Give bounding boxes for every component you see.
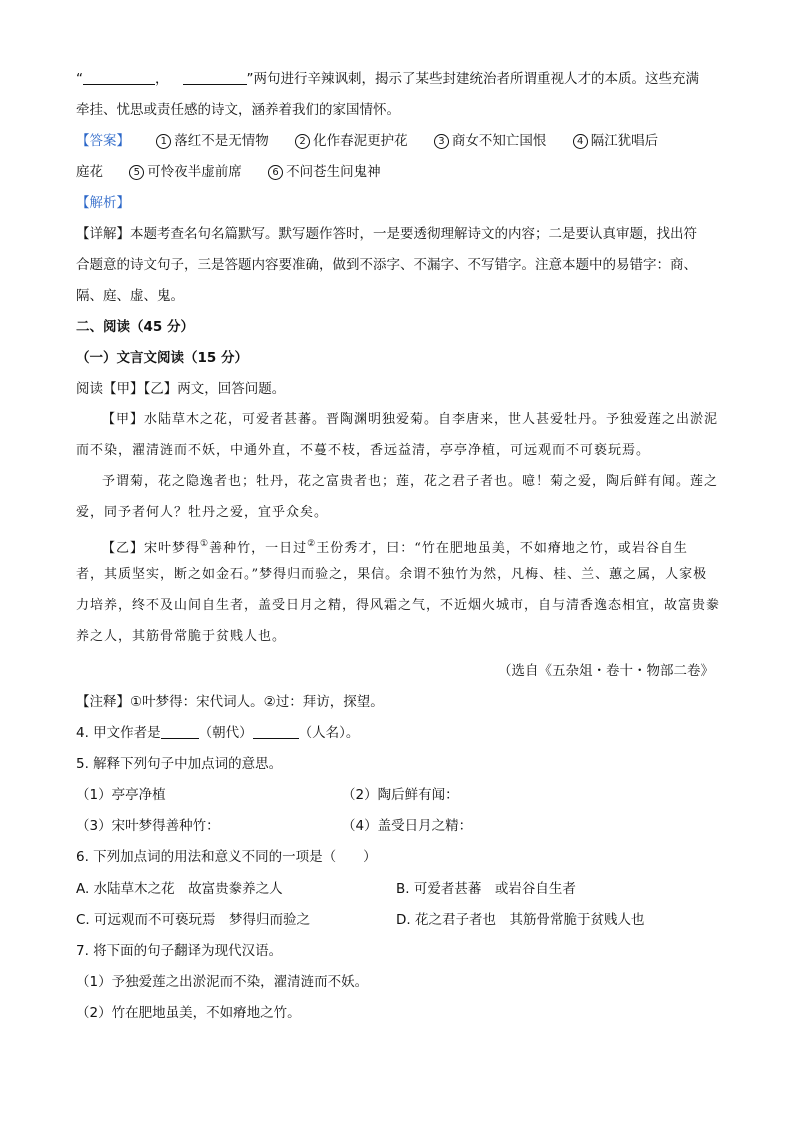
answer-blank (253, 724, 299, 739)
answer-line-1 (76, 132, 658, 150)
q6-option: A. 水陆草木之花 故富贵豢养之人 (76, 881, 283, 897)
question-5-stem: 5. 解释下列句子中加点词的意思。 (76, 756, 283, 772)
q6-option: C. 可远观而不可亵玩焉 梦得归而验之 (76, 912, 311, 928)
circled-number: 1 (156, 134, 171, 149)
analysis-line-2: 合题意的诗文句子，三是答题内容要准确，做到不添字、不漏字、不写错字。注意本题中的易错字：商、 (76, 257, 697, 273)
open-quote: “ (76, 71, 83, 87)
q4-text: （人名）。 (298, 725, 360, 741)
answer-blank (83, 70, 155, 85)
q7-item: （1）予独爱莲之出淤泥而不染，濯清涟而不妖。 (76, 974, 369, 990)
q5-item: （1）亭亭净植 (76, 787, 166, 803)
q4-text: （朝代） (198, 725, 253, 741)
text-yi-segment: 善种竹，一日过 (209, 541, 308, 556)
circled-number: 4 (573, 134, 588, 149)
answer-item: 可怜夜半虚前席 (147, 164, 242, 180)
text-jia-line: 爱，同予者何人？牡丹之爱，宜乎众矣。 (76, 505, 329, 520)
text-yi-line: 养之人，其筋骨常脆于贫贱人也。 (76, 629, 287, 644)
text-yi-segment: 【乙】宋叶梦得 (102, 541, 201, 556)
question-6-stem: 6. 下列加点词的用法和意义不同的一项是（ ） (76, 849, 377, 865)
answer-blank (161, 724, 199, 739)
analysis-line-3: 隔、庭、虚、鬼。 (76, 288, 184, 304)
answer-blank (183, 70, 247, 85)
q3-text: ”两句进行辛辣讽刺，揭示了某些封建统治者所谓重视人才的本质。这些充满 (246, 71, 699, 87)
circled-number: 5 (129, 165, 144, 180)
answer-tag: 【答案】 (76, 133, 130, 149)
circled-number: 3 (434, 134, 449, 149)
text-jia-line: 而不染，濯清涟而不妖，中通外直，不蔓不枝，香远益清，亭亭净植，可远观而不可亵玩焉。 (76, 443, 651, 458)
circled-number: 6 (268, 165, 283, 180)
answer-item-cont: 庭花 (76, 164, 103, 180)
comma: ， (155, 71, 169, 87)
circled-number: 2 (295, 134, 310, 149)
text-yi-line: 力培养，终不及山间自生者，盖受日月之精，得风霜之气，不近烟火城市，自与清香逸态相宜，故富贵豢 (76, 598, 721, 613)
q3-fill-line (76, 70, 699, 88)
answer-item: 隔江犹唱后 (590, 133, 659, 149)
source-citation: （选自《五杂俎・卷十・物部二卷》 (498, 663, 714, 679)
text-yi-line (102, 535, 688, 558)
footnote: 【注释】①叶梦得：宋代词人。②过：拜访，探望。 (76, 694, 384, 710)
text-yi-segment: 王份秀才，曰：“竹在肥地虽美，不如瘠地之竹，或岩谷自生 (316, 541, 688, 556)
q6-option: D. 花之君子者也 其筋骨常脆于贫贱人也 (396, 912, 645, 928)
answer-item: 商女不知亡国恨 (451, 133, 547, 149)
q5-item: （2）陶后鲜有闻： (342, 787, 459, 803)
q5-item: （3）宋叶梦得善种竹： (76, 818, 220, 834)
answer-line-2 (76, 163, 381, 181)
q3-line-2: 牵挂、忧思或责任感的诗文，涵养着我们的家国情怀。 (76, 102, 400, 118)
analysis-tag: 【解析】 (76, 195, 130, 211)
answer-item: 化作春泥更护花 (313, 133, 408, 149)
footnote-marker: ① (200, 539, 210, 549)
reading-instruction: 阅读【甲】【乙】两文，回答问题。 (76, 381, 286, 397)
q7-item: （2）竹在肥地虽美，不如瘠地之竹。 (76, 1005, 301, 1021)
text-yi-line: 者，其质坚实，断之如金石。”梦得归而验之，果信。余谓不独竹为然，凡梅、桂、兰、蕙之属，人家极 (76, 567, 708, 582)
q4-text: 4. 甲文作者是 (76, 725, 161, 741)
section-title: 二、阅读（45 分） (76, 319, 194, 335)
answer-item: 不问苍生问鬼神 (286, 164, 381, 180)
question-4 (76, 724, 359, 742)
question-7-stem: 7. 将下面的句子翻译为现代汉语。 (76, 943, 283, 959)
q5-item: （4）盖受日月之精： (342, 818, 473, 834)
text-jia-line: 【甲】水陆草木之花，可爱者甚蕃。晋陶渊明独爱菊。自李唐来，世人甚爱牡丹。予独爱莲之出淤泥 (102, 412, 719, 427)
footnote-marker: ② (307, 539, 317, 549)
subsection-title: （一）文言文阅读（15 分） (76, 350, 248, 366)
answer-item: 落红不是无情物 (174, 133, 269, 149)
q6-option: B. 可爱者甚蕃 或岩谷自生者 (396, 881, 576, 897)
text-jia-line: 予谓菊，花之隐逸者也；牡丹，花之富贵者也；莲，花之君子者也。噫！菊之爱，陶后鲜有闻。莲之 (102, 474, 719, 489)
analysis-line-1: 【详解】本题考查名句名篇默写。默写题作答时，一是要透彻理解诗文的内容；二是要认真审题，找出符 (76, 226, 697, 242)
